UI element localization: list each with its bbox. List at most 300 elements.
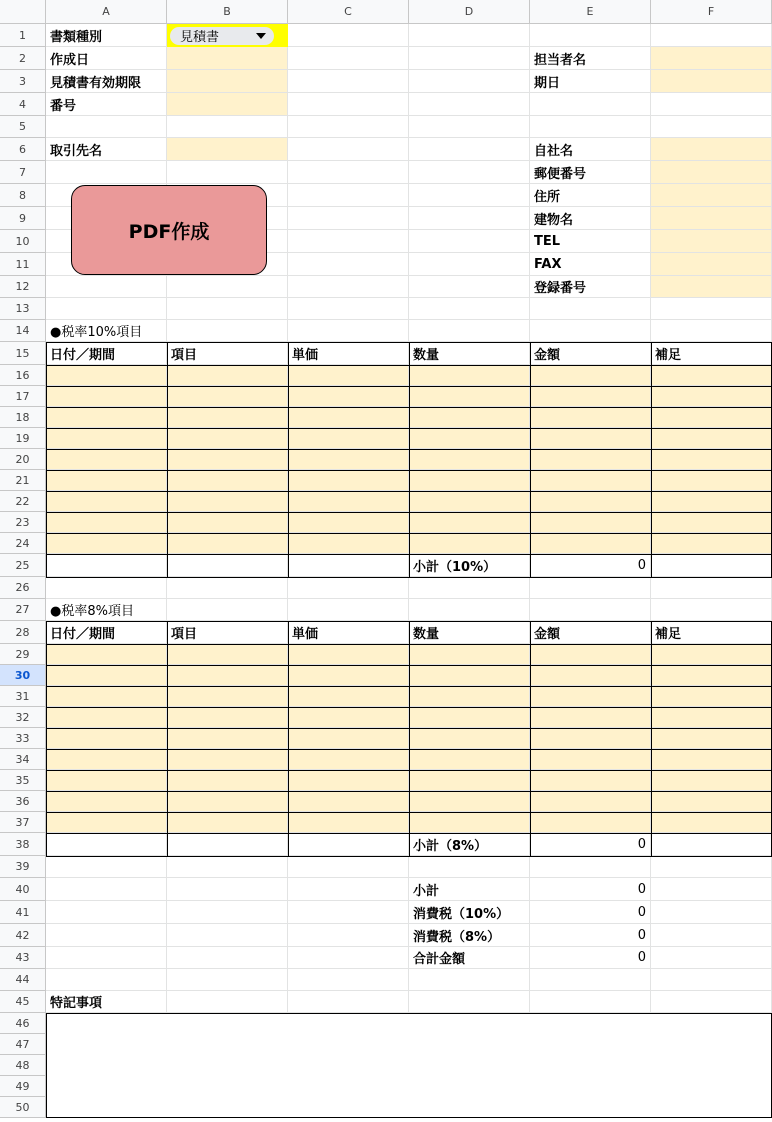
row-header-43[interactable]: 43 [0,947,46,969]
cell-a30[interactable] [46,665,167,686]
row-header-10[interactable]: 10 [0,230,46,253]
cell-f21[interactable] [651,470,772,491]
cell-e23[interactable] [530,512,651,533]
cell-e8[interactable]: 住所 [530,184,651,207]
cell-d29[interactable] [409,644,530,665]
cell-f44[interactable] [651,969,772,991]
cell-a12[interactable] [46,276,167,298]
cell-d12[interactable] [409,276,530,298]
cell-d33[interactable] [409,728,530,749]
cell-a42[interactable] [46,924,167,947]
cell-b12[interactable] [167,276,288,298]
cell-a19[interactable] [46,428,167,449]
row-header-8[interactable]: 8 [0,184,46,207]
row-header-46[interactable]: 46 [0,1013,46,1034]
cell-f28[interactable]: 補足 [651,621,772,644]
cell-a25[interactable] [46,554,167,577]
cell-c38[interactable] [288,833,409,856]
cell-f30[interactable] [651,665,772,686]
cell-e20[interactable] [530,449,651,470]
cell-f25[interactable] [651,554,772,577]
row-header-24[interactable]: 24 [0,533,46,554]
cell-a13[interactable] [46,298,167,320]
cell-f22[interactable] [651,491,772,512]
cell-e41[interactable]: 0 [530,901,651,924]
row-header-37[interactable]: 37 [0,812,46,833]
cell-b43[interactable] [167,947,288,969]
cell-d6[interactable] [409,138,530,161]
cell-f26[interactable] [651,577,772,599]
cell-c15[interactable]: 単価 [288,342,409,365]
row-header-11[interactable]: 11 [0,253,46,276]
cell-d15[interactable]: 数量 [409,342,530,365]
cell-b39[interactable] [167,856,288,878]
row-header-35[interactable]: 35 [0,770,46,791]
row-header-49[interactable]: 49 [0,1076,46,1097]
cell-a20[interactable] [46,449,167,470]
cell-c2[interactable] [288,47,409,70]
cell-a36[interactable] [46,791,167,812]
cell-b36[interactable] [167,791,288,812]
cell-d2[interactable] [409,47,530,70]
row-header-31[interactable]: 31 [0,686,46,707]
cell-c27[interactable] [288,599,409,621]
cell-b16[interactable] [167,365,288,386]
row-header-36[interactable]: 36 [0,791,46,812]
cell-f6[interactable] [651,138,772,161]
cell-d41[interactable]: 消費税（10%） [409,901,530,924]
cell-c4[interactable] [288,93,409,116]
notes-box[interactable] [46,1013,772,1118]
row-header-32[interactable]: 32 [0,707,46,728]
row-header-13[interactable]: 13 [0,298,46,320]
row-header-3[interactable]: 3 [0,70,46,93]
cell-d16[interactable] [409,365,530,386]
cell-a2[interactable]: 作成日 [46,47,167,70]
cell-d11[interactable] [409,253,530,276]
cell-d45[interactable] [409,991,530,1013]
cell-f8[interactable] [651,184,772,207]
cell-d40[interactable]: 小計 [409,878,530,901]
cell-e28[interactable]: 金額 [530,621,651,644]
cell-a21[interactable] [46,470,167,491]
cell-b29[interactable] [167,644,288,665]
row-header-29[interactable]: 29 [0,644,46,665]
row-header-18[interactable]: 18 [0,407,46,428]
cell-f37[interactable] [651,812,772,833]
cell-e14[interactable] [530,320,651,342]
cell-b24[interactable] [167,533,288,554]
cell-b18[interactable] [167,407,288,428]
cell-e35[interactable] [530,770,651,791]
cell-b19[interactable] [167,428,288,449]
cell-c23[interactable] [288,512,409,533]
cell-a3[interactable]: 見積書有効期限 [46,70,167,93]
row-header-23[interactable]: 23 [0,512,46,533]
cell-a18[interactable] [46,407,167,428]
column-header-c[interactable]: C [288,0,409,24]
cell-c10[interactable] [288,230,409,253]
cell-e32[interactable] [530,707,651,728]
cell-a38[interactable] [46,833,167,856]
cell-f7[interactable] [651,161,772,184]
row-header-39[interactable]: 39 [0,856,46,878]
cell-f11[interactable] [651,253,772,276]
cell-e24[interactable] [530,533,651,554]
cell-f38[interactable] [651,833,772,856]
cell-f27[interactable] [651,599,772,621]
cell-b34[interactable] [167,749,288,770]
cell-d19[interactable] [409,428,530,449]
cell-c7[interactable] [288,161,409,184]
cell-c29[interactable] [288,644,409,665]
cell-a44[interactable] [46,969,167,991]
cell-e44[interactable] [530,969,651,991]
cell-c17[interactable] [288,386,409,407]
cell-b38[interactable] [167,833,288,856]
cell-d26[interactable] [409,577,530,599]
cell-a17[interactable] [46,386,167,407]
cell-d30[interactable] [409,665,530,686]
row-header-17[interactable]: 17 [0,386,46,407]
cell-b26[interactable] [167,577,288,599]
cell-a14[interactable]: ●税率10%項目 [46,320,167,342]
cell-a39[interactable] [46,856,167,878]
column-header-e[interactable]: E [530,0,651,24]
cell-c24[interactable] [288,533,409,554]
cell-d24[interactable] [409,533,530,554]
cell-d7[interactable] [409,161,530,184]
cell-d35[interactable] [409,770,530,791]
cell-b2[interactable] [167,47,288,70]
cell-a29[interactable] [46,644,167,665]
cell-d32[interactable] [409,707,530,728]
cell-b27[interactable] [167,599,288,621]
cell-f45[interactable] [651,991,772,1013]
cell-b32[interactable] [167,707,288,728]
cell-c11[interactable] [288,253,409,276]
cell-a5[interactable] [46,116,167,138]
cell-a24[interactable] [46,533,167,554]
row-header-33[interactable]: 33 [0,728,46,749]
cell-c14[interactable] [288,320,409,342]
select-all-corner[interactable] [0,0,46,24]
cell-d20[interactable] [409,449,530,470]
cell-a32[interactable] [46,707,167,728]
cell-b7[interactable] [167,161,288,184]
cell-c41[interactable] [288,901,409,924]
cell-e9[interactable]: 建物名 [530,207,651,230]
cell-e19[interactable] [530,428,651,449]
cell-c21[interactable] [288,470,409,491]
row-header-34[interactable]: 34 [0,749,46,770]
cell-d4[interactable] [409,93,530,116]
cell-a15[interactable]: 日付／期間 [46,342,167,365]
cell-d23[interactable] [409,512,530,533]
cell-f16[interactable] [651,365,772,386]
cell-e42[interactable]: 0 [530,924,651,947]
cell-f14[interactable] [651,320,772,342]
cell-c6[interactable] [288,138,409,161]
cell-b20[interactable] [167,449,288,470]
cell-d8[interactable] [409,184,530,207]
cell-f34[interactable] [651,749,772,770]
row-header-48[interactable]: 48 [0,1055,46,1076]
cell-e40[interactable]: 0 [530,878,651,901]
cell-a4[interactable]: 番号 [46,93,167,116]
cell-a7[interactable] [46,161,167,184]
cell-b44[interactable] [167,969,288,991]
row-header-38[interactable]: 38 [0,833,46,856]
cell-b35[interactable] [167,770,288,791]
cell-e36[interactable] [530,791,651,812]
cell-f12[interactable] [651,276,772,298]
cell-a16[interactable] [46,365,167,386]
cell-c43[interactable] [288,947,409,969]
cell-f41[interactable] [651,901,772,924]
cell-a1[interactable]: 書類種別 [46,24,167,47]
cell-c25[interactable] [288,554,409,577]
cell-e18[interactable] [530,407,651,428]
cell-e15[interactable]: 金額 [530,342,651,365]
cell-e13[interactable] [530,298,651,320]
cell-c13[interactable] [288,298,409,320]
row-header-2[interactable]: 2 [0,47,46,70]
cell-d22[interactable] [409,491,530,512]
cell-b33[interactable] [167,728,288,749]
row-header-25[interactable]: 25 [0,554,46,577]
row-header-50[interactable]: 50 [0,1097,46,1118]
column-header-f[interactable]: F [651,0,772,24]
cell-f35[interactable] [651,770,772,791]
cell-b25[interactable] [167,554,288,577]
cell-f9[interactable] [651,207,772,230]
cell-f18[interactable] [651,407,772,428]
cell-f43[interactable] [651,947,772,969]
cell-a37[interactable] [46,812,167,833]
cell-d36[interactable] [409,791,530,812]
cell-f2[interactable] [651,47,772,70]
cell-e29[interactable] [530,644,651,665]
cell-c28[interactable]: 単価 [288,621,409,644]
cell-f23[interactable] [651,512,772,533]
cell-f33[interactable] [651,728,772,749]
cell-d42[interactable]: 消費税（8%） [409,924,530,947]
cell-d28[interactable]: 数量 [409,621,530,644]
row-header-47[interactable]: 47 [0,1034,46,1055]
cell-b23[interactable] [167,512,288,533]
cell-e6[interactable]: 自社名 [530,138,651,161]
cell-c32[interactable] [288,707,409,728]
cell-e37[interactable] [530,812,651,833]
cell-b13[interactable] [167,298,288,320]
cell-c37[interactable] [288,812,409,833]
cell-d3[interactable] [409,70,530,93]
cell-c20[interactable] [288,449,409,470]
cell-d44[interactable] [409,969,530,991]
cell-b41[interactable] [167,901,288,924]
cell-b42[interactable] [167,924,288,947]
cell-e39[interactable] [530,856,651,878]
cell-f24[interactable] [651,533,772,554]
cell-e31[interactable] [530,686,651,707]
cell-c12[interactable] [288,276,409,298]
cell-e5[interactable] [530,116,651,138]
row-header-14[interactable]: 14 [0,320,46,342]
cell-f5[interactable] [651,116,772,138]
cell-a34[interactable] [46,749,167,770]
cell-b28[interactable]: 項目 [167,621,288,644]
pdf-create-button[interactable]: PDF作成 [71,185,267,275]
cell-a45[interactable]: 特記事項 [46,991,167,1013]
cell-e11[interactable]: FAX [530,253,651,276]
row-header-20[interactable]: 20 [0,449,46,470]
cell-e3[interactable]: 期日 [530,70,651,93]
cell-c35[interactable] [288,770,409,791]
cell-b4[interactable] [167,93,288,116]
row-header-21[interactable]: 21 [0,470,46,491]
cell-a31[interactable] [46,686,167,707]
cell-d27[interactable] [409,599,530,621]
cell-a40[interactable] [46,878,167,901]
row-header-12[interactable]: 12 [0,276,46,298]
cell-e38[interactable]: 0 [530,833,651,856]
cell-f31[interactable] [651,686,772,707]
row-header-4[interactable]: 4 [0,93,46,116]
row-header-28[interactable]: 28 [0,621,46,644]
cell-d38[interactable]: 小計（8%） [409,833,530,856]
cell-e43[interactable]: 0 [530,947,651,969]
cell-c31[interactable] [288,686,409,707]
cell-c26[interactable] [288,577,409,599]
cell-d39[interactable] [409,856,530,878]
cell-e16[interactable] [530,365,651,386]
cell-f17[interactable] [651,386,772,407]
cell-d43[interactable]: 合計金額 [409,947,530,969]
cell-b21[interactable] [167,470,288,491]
cell-d5[interactable] [409,116,530,138]
cell-f4[interactable] [651,93,772,116]
row-header-16[interactable]: 16 [0,365,46,386]
cell-c9[interactable] [288,207,409,230]
cell-c33[interactable] [288,728,409,749]
cell-f1[interactable] [651,24,772,47]
row-header-7[interactable]: 7 [0,161,46,184]
row-header-26[interactable]: 26 [0,577,46,599]
cell-b31[interactable] [167,686,288,707]
cell-b14[interactable] [167,320,288,342]
cell-a41[interactable] [46,901,167,924]
cell-b30[interactable] [167,665,288,686]
cell-f15[interactable]: 補足 [651,342,772,365]
row-header-45[interactable]: 45 [0,991,46,1013]
column-header-b[interactable]: B [167,0,288,24]
cell-a22[interactable] [46,491,167,512]
cell-e12[interactable]: 登録番号 [530,276,651,298]
cell-b15[interactable]: 項目 [167,342,288,365]
cell-f39[interactable] [651,856,772,878]
doc-type-dropdown[interactable] [170,27,274,45]
cell-f10[interactable] [651,230,772,253]
cell-a33[interactable] [46,728,167,749]
cell-f3[interactable] [651,70,772,93]
cell-b37[interactable] [167,812,288,833]
column-header-a[interactable]: A [46,0,167,24]
cell-d21[interactable] [409,470,530,491]
cell-a27[interactable]: ●税率8%項目 [46,599,167,621]
row-header-15[interactable]: 15 [0,342,46,365]
cell-a6[interactable]: 取引先名 [46,138,167,161]
cell-a28[interactable]: 日付／期間 [46,621,167,644]
cell-c19[interactable] [288,428,409,449]
cell-c45[interactable] [288,991,409,1013]
cell-d10[interactable] [409,230,530,253]
cell-d18[interactable] [409,407,530,428]
row-header-42[interactable]: 42 [0,924,46,947]
cell-b45[interactable] [167,991,288,1013]
cell-a23[interactable] [46,512,167,533]
cell-b40[interactable] [167,878,288,901]
cell-c22[interactable] [288,491,409,512]
cell-b6[interactable] [167,138,288,161]
cell-f42[interactable] [651,924,772,947]
cell-e10[interactable]: TEL [530,230,651,253]
cell-e33[interactable] [530,728,651,749]
cell-d13[interactable] [409,298,530,320]
cell-d34[interactable] [409,749,530,770]
cell-f29[interactable] [651,644,772,665]
cell-c1[interactable] [288,24,409,47]
row-header-41[interactable]: 41 [0,901,46,924]
cell-e45[interactable] [530,991,651,1013]
cell-b22[interactable] [167,491,288,512]
cell-c3[interactable] [288,70,409,93]
cell-c30[interactable] [288,665,409,686]
row-header-6[interactable]: 6 [0,138,46,161]
row-header-9[interactable]: 9 [0,207,46,230]
cell-b17[interactable] [167,386,288,407]
cell-c42[interactable] [288,924,409,947]
cell-c8[interactable] [288,184,409,207]
row-header-30[interactable]: 30 [0,665,46,686]
cell-d9[interactable] [409,207,530,230]
cell-c44[interactable] [288,969,409,991]
cell-e4[interactable] [530,93,651,116]
cell-a26[interactable] [46,577,167,599]
row-header-1[interactable]: 1 [0,24,46,47]
cell-d31[interactable] [409,686,530,707]
cell-e27[interactable] [530,599,651,621]
cell-e26[interactable] [530,577,651,599]
row-header-19[interactable]: 19 [0,428,46,449]
cell-c18[interactable] [288,407,409,428]
cell-f19[interactable] [651,428,772,449]
cell-e30[interactable] [530,665,651,686]
cell-e2[interactable]: 担当者名 [530,47,651,70]
row-header-5[interactable]: 5 [0,116,46,138]
cell-f32[interactable] [651,707,772,728]
row-header-22[interactable]: 22 [0,491,46,512]
cell-f40[interactable] [651,878,772,901]
cell-c16[interactable] [288,365,409,386]
cell-e22[interactable] [530,491,651,512]
cell-d25[interactable]: 小計（10%） [409,554,530,577]
cell-d14[interactable] [409,320,530,342]
cell-b5[interactable] [167,116,288,138]
cell-c36[interactable] [288,791,409,812]
cell-d17[interactable] [409,386,530,407]
cell-c40[interactable] [288,878,409,901]
